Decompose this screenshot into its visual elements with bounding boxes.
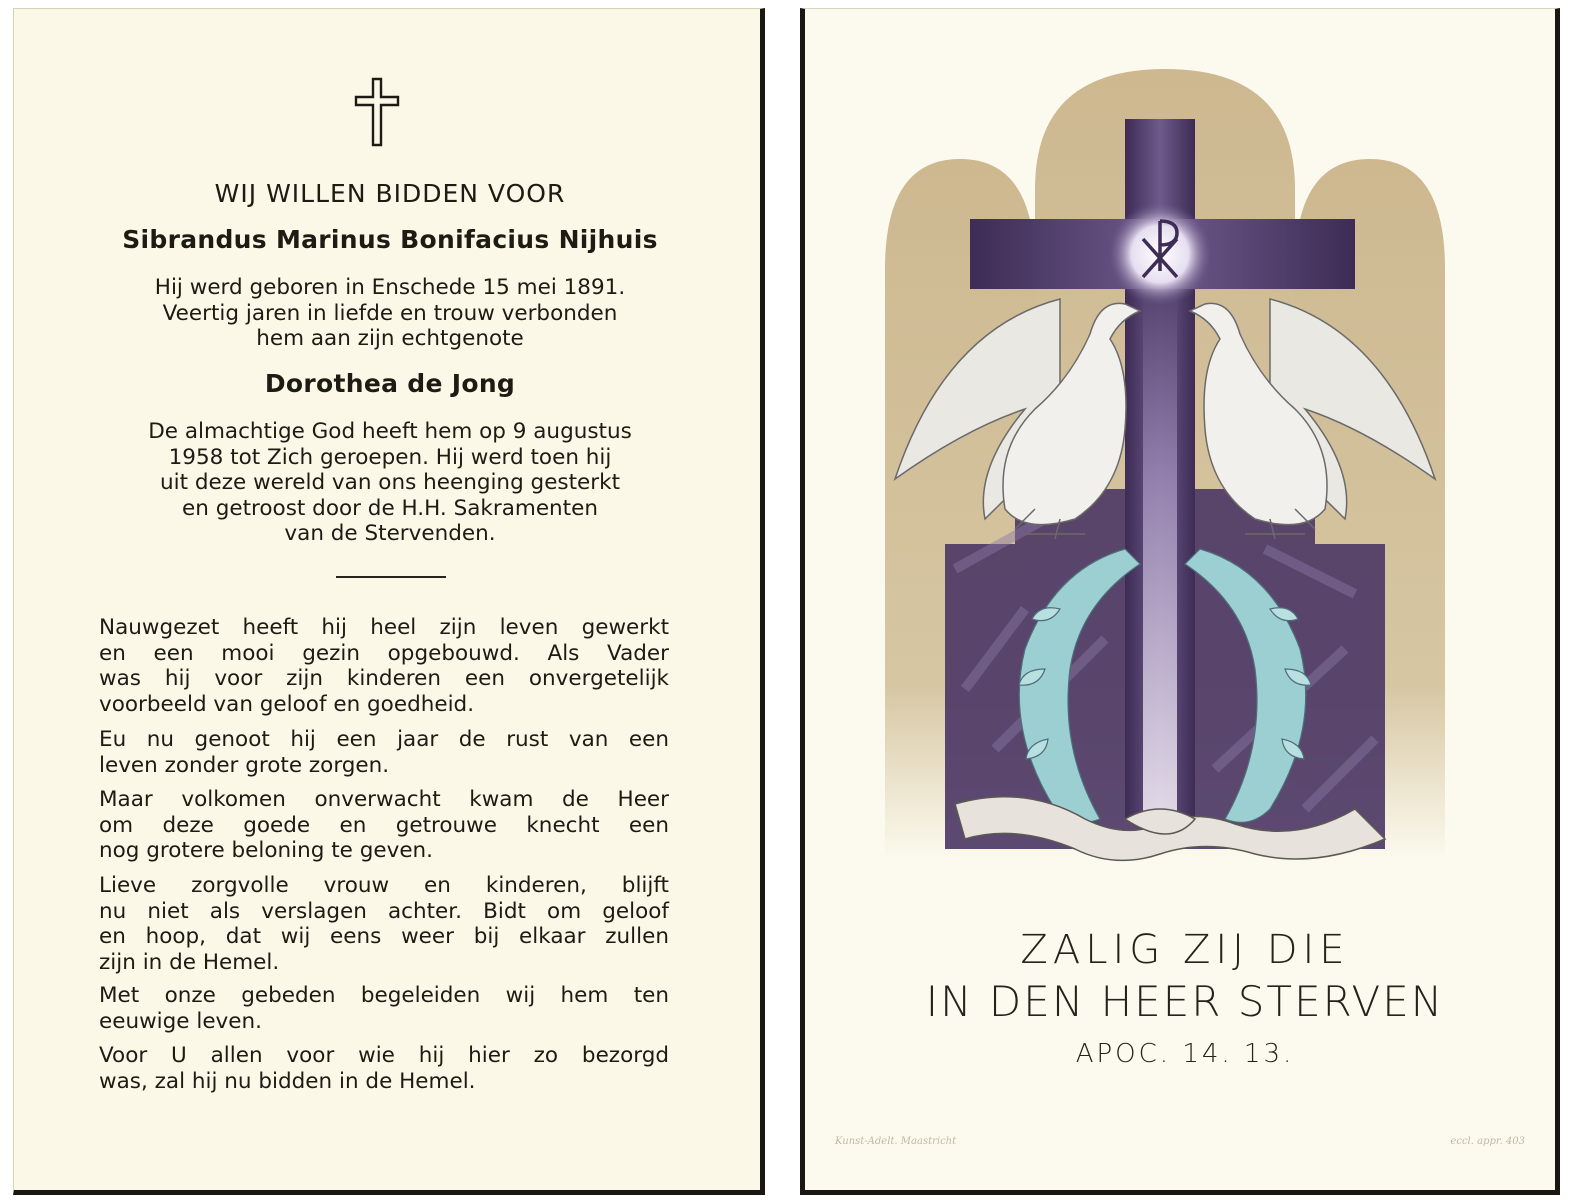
memorial-paragraph-2 bbox=[99, 727, 669, 778]
publisher-imprint: Kunst-Adelt. Maastricht bbox=[835, 1136, 957, 1147]
text-line: was hij voor zijn kinderen een onvergetelijk bbox=[99, 666, 669, 692]
text-line: eeuwige leven. bbox=[99, 1008, 262, 1034]
text-line: van de Stervenden. bbox=[284, 521, 496, 547]
right-card-image-side bbox=[800, 8, 1560, 1195]
text-line: nu niet als verslagen achter. Bidt om geloof bbox=[99, 898, 669, 924]
text-line: De almachtige God heeft hem op 9 augustus bbox=[148, 419, 632, 444]
epitaph-line-2: IN DEN HEER STERVEN bbox=[925, 977, 1445, 1026]
cross-icon bbox=[354, 77, 400, 147]
text-line: en getroost door de H.H. Sakramenten bbox=[182, 495, 598, 521]
text-line: was, zal hij nu bidden in de Hemel. bbox=[99, 1068, 476, 1094]
text-line: Voor U allen voor wie hij hier zo bezorgd bbox=[99, 1043, 669, 1068]
text-line: Veertig jaren in liefde en trouw verbonden bbox=[162, 300, 618, 326]
memorial-paragraph-6 bbox=[99, 1043, 669, 1094]
deceased-name: Sibrandus Marinus Bonifacius Nijhuis bbox=[122, 225, 658, 254]
text-line: zijn in de Hemel. bbox=[99, 949, 280, 975]
text-line: en hoop, dat wij eens weer bij elkaar zullen bbox=[99, 924, 669, 950]
approval-imprint: eccl. appr. 403 bbox=[1450, 1136, 1525, 1147]
epitaph-line-1: ZALIG ZIJ DIE bbox=[1020, 927, 1350, 973]
devotional-artwork bbox=[885, 49, 1445, 889]
prayer-heading: WIJ WILLEN BIDDEN VOOR bbox=[214, 179, 566, 208]
text-line: en een mooi gezin opgebouwd. Als Vader bbox=[99, 640, 669, 666]
text-line: Lieve zorgvolle vrouw en kinderen, blijft bbox=[99, 873, 669, 898]
text-line: Nauwgezet heeft hij heel zijn leven gewerkt bbox=[99, 615, 669, 640]
divider-line bbox=[336, 576, 446, 578]
text-line: om deze goede en getrouwe knecht een bbox=[99, 812, 669, 838]
left-card-text-side bbox=[13, 8, 765, 1195]
text-line: Eu nu genoot hij een jaar de rust van een bbox=[99, 727, 669, 752]
scripture-reference: APOC. 14. 13. bbox=[1075, 1039, 1295, 1069]
memorial-paragraph-1 bbox=[99, 615, 669, 717]
memorial-paragraph-3 bbox=[99, 787, 669, 864]
memorial-paragraph-4 bbox=[99, 873, 669, 975]
text-line: nog grotere beloning te geven. bbox=[99, 838, 434, 864]
text-line: hem aan zijn echtgenote bbox=[256, 326, 524, 352]
spouse-name: Dorothea de Jong bbox=[264, 369, 516, 398]
text-line: voorbeeld van geloof en goedheid. bbox=[99, 691, 475, 717]
birth-paragraph bbox=[14, 275, 766, 352]
text-line: Met onze gebeden begeleiden wij hem ten bbox=[99, 983, 669, 1008]
text-line: uit deze wereld van ons heenging gesterkt bbox=[159, 470, 620, 496]
text-line: Hij werd geboren in Enschede 15 mei 1891. bbox=[154, 275, 626, 300]
death-paragraph bbox=[14, 419, 766, 547]
text-line: Maar volkomen onverwacht kwam de Heer bbox=[99, 787, 669, 812]
memorial-paragraph-5 bbox=[99, 983, 669, 1034]
text-line: leven zonder grote zorgen. bbox=[99, 752, 390, 778]
text-line: 1958 tot Zich geroepen. Hij werd toen hij bbox=[168, 444, 612, 470]
